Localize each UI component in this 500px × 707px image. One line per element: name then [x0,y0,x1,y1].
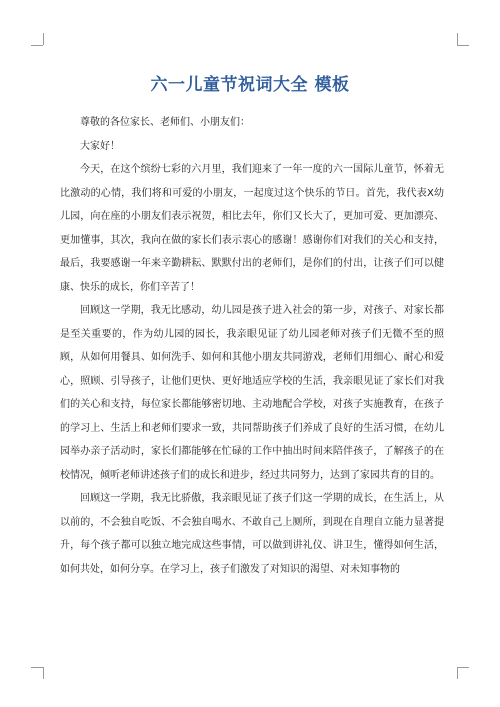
body-paragraph: 回顾这一学期，我无比骄傲，我亲眼见证了孩子们这一学期的成长，在生活上，从以前的，不会独自吃饭、不会独自喝水、不敢自己上厕所，到现在自理自立能力显著提升，每个孩子都可以独立地完成这些事情，可以做到讲礼仪、讲卫生，懂得如何生活，如何共处，如何分享。在学习上，孩子们激发了对知识的渴望、对未知事物的 [60,493,444,575]
document-body [60,111,444,581]
greeting: 大家好！ [80,140,120,152]
body-paragraph: 回顾这一学期，我无比感动，幼儿园是孩子进入社会的第一步，对孩子、对家长都是至关重要的，作为幼儿园的园长，我亲眼见证了幼儿园老师对孩子们无微不至的照顾，从如何用餐具、如何洗手、如何和其他小朋友共同游戏，老师们用细心、耐心和爱心，照顾、引导孩子，让他们更快、更好地适应学校的生活，我亲眼见证了家长们对我们的关心和支持，每位家长都能够密切地、主动地配合学校，对孩子实施教育，在孩子的学习上、生活上和老师们要求一致，共同帮助孩子们养成了良好的生活习惯，在幼儿园举办亲子活动时，家长们都能够在忙碌的工作中抽出时间来陪伴孩子，了解孩子的在校情况，倾听老师讲述孩子们的成长和进步，经过共同努力，达到了家园共育的目的。 [60,305,444,481]
body-paragraph: 今天，在这个缤纷七彩的六月里，我们迎来了一年一度的六一国际儿童节，怀着无比激动的心情，我们将和可爱的小朋友，一起度过这个快乐的节日。首先，我代表X幼儿园，向在座的小朋友们表示祝贺，相比去年，你们又长大了，更加可爱、更加漂亮、更加懂事，其次，我向在做的家长们表示衷心的感谢！感谢你们对我们的关心和支持，最后，我要感谢一年来辛勤耕耘、默默付出的老师们，是你们的付出，让孩子们可以健康、快乐的成长，你们辛苦了！ [60,164,444,293]
salutation: 尊敬的各位家长、老师们、小朋友们： [80,117,250,128]
document-title: 六一儿童节祝词大全 模板 [150,75,350,96]
